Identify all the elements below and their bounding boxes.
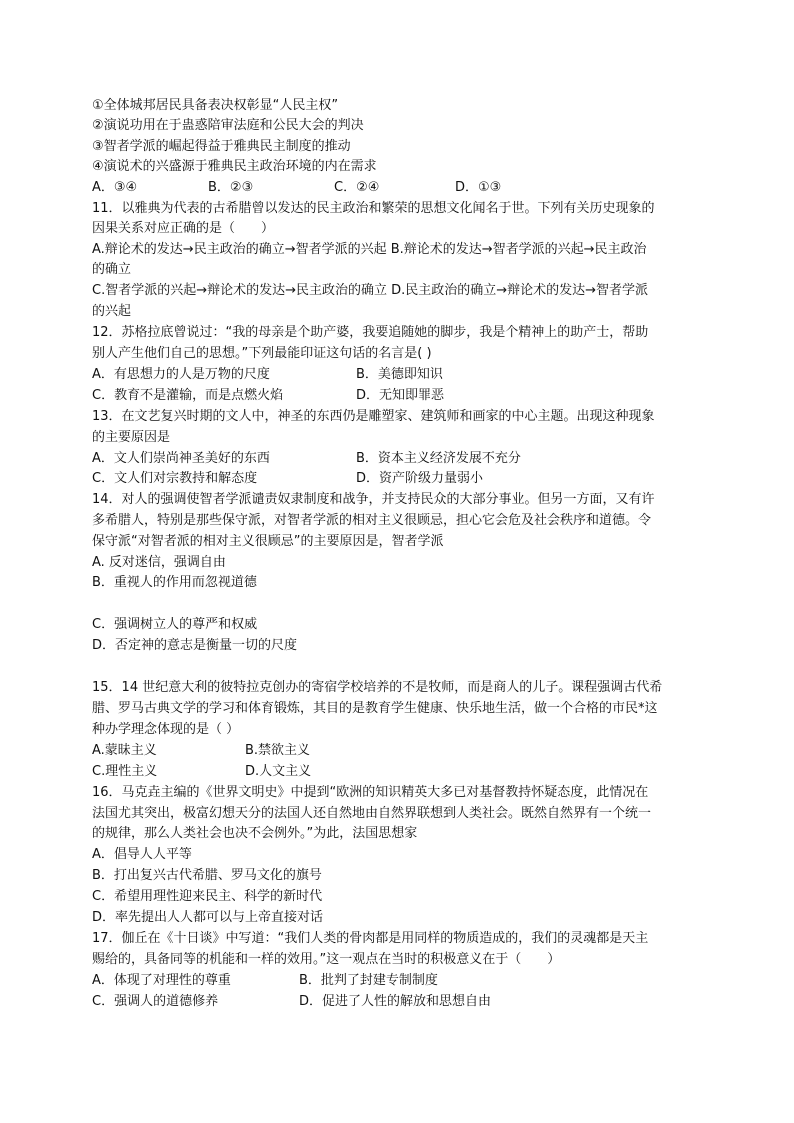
q14-stem: 14．对人的强调使智者学派谴责奴隶制度和战争，并支持民众的大部分事业。但另一方面，又有许 (92, 492, 655, 507)
q14-option-a: A. 反对迷信，强调自由 (92, 555, 226, 570)
q11-option: C.智者学派的兴起→辩论术的发达→民主政治的确立 D.民主政治的确立→辩论术的发达→智者学派 (92, 283, 649, 298)
q11-stem: 因果关系对应正确的是（ ） (92, 221, 275, 236)
q12-option-c: C．教育不是灌输，而是点燃火焰 (92, 388, 284, 403)
prev-option-a: A．③④ (92, 180, 138, 195)
q14-option-c: C．强调树立人的尊严和权威 (92, 617, 258, 632)
q13-stem: 13．在文艺复兴时期的文人中，神圣的东西仍是雕塑家、建筑师和画家的中心主题。出现这种现象 (92, 409, 655, 424)
q16-stem: 16．马克垚主编的《世界文明史》中提到“欧洲的知识精英大多已对基督教持怀疑态度，此情况在 (92, 785, 649, 800)
prev-item: ①全体城邦居民具备表决权彰显“人民主权” (92, 98, 339, 113)
q15-stem: 15．14 世纪意大利的彼特拉克创办的寄宿学校培养的不是牧师，而是商人的儿子。课程强调古代希 (92, 680, 663, 695)
q15-option-a: A.蒙昧主义 (92, 743, 157, 758)
q15-stem: 腊、罗马古典文学的学习和体育锻炼，其目的是教育学生健康、快乐地生活，做一个合格的市民*这 (92, 701, 658, 716)
q12-option-a: A．有思想力的人是万物的尺度 (92, 367, 270, 382)
q13-stem: 的主要原因是 (92, 430, 171, 445)
q11-option: A.辩论术的发达→民主政治的确立→智者学派的兴起 B.辩论术的发达→智者学派的兴起→民主政治 (92, 242, 647, 257)
q12-option-d: D．无知即罪恶 (356, 388, 445, 403)
q16-option-c: C．希望用理性迎来民主、科学的新时代 (92, 889, 323, 904)
q15-stem: 种办学理念体现的是（ ） (92, 722, 240, 737)
prev-item: ④演说术的兴盛源于雅典民主政治环境的内在需求 (92, 159, 377, 174)
q14-option-b: B．重视人的作用而忽视道德 (92, 575, 257, 590)
q13-option-b: B．资本主义经济发展不充分 (356, 451, 521, 466)
q11-option: 的确立 (92, 262, 132, 277)
q14-option-d: D．否定神的意志是衡量一切的尺度 (92, 638, 298, 653)
q15-option-c: C.理性主义 (92, 764, 158, 779)
q14-stem: 保守派“对智者派的相对主义很顾忌”的主要原因是，智者学派 (92, 534, 444, 549)
q11-stem: 11．以雅典为代表的古希腊曾以发达的民主政治和繁荣的思想文化闻名于世。下列有关历史现象的 (92, 201, 655, 216)
q11-option: 的兴起 (92, 304, 132, 319)
q16-option-d: D．率先提出人人都可以与上帝直接对话 (92, 910, 324, 925)
q12-stem: 别人产生他们自己的思想。”下列最能印证这句话的名言是( ) (92, 346, 432, 361)
prev-item: ②演说功用在于蛊惑陪审法庭和公民大会的判决 (92, 118, 364, 133)
q17-option-d: D．促进了人性的解放和思想自由 (299, 994, 492, 1009)
prev-option-b: B．②③ (208, 180, 254, 195)
q12-option-b: B．美德即知识 (356, 367, 443, 382)
q17-option-c: C．强调人的道德修养 (92, 994, 219, 1009)
q16-option-a: A．倡导人人平等 (92, 847, 192, 862)
q13-option-c: C．文人们对宗教持和解态度 (92, 471, 258, 486)
q16-stem: 的规律，那么人类社会也决不会例外。”为此，法国思想家 (92, 826, 418, 841)
q16-stem: 法国尤其突出，极富幻想天分的法国人还自然地由自然界联想到人类社会。既然自然界有一个统一 (92, 806, 652, 821)
q16-option-b: B．打出复兴古代希腊、罗马文化的旗号 (92, 868, 322, 883)
q13-option-d: D．资产阶级力量弱小 (356, 471, 484, 486)
q17-option-b: B．批判了封建专制制度 (299, 973, 438, 988)
q14-stem: 多希腊人，特别是那些保守派，对智者学派的相对主义很顾忌，担心它会危及社会秩序和道德。令 (92, 513, 652, 528)
q17-option-a: A．体现了对理性的尊重 (92, 973, 231, 988)
q13-option-a: A．文人们崇尚神圣美好的东西 (92, 451, 270, 466)
prev-option-d: D．①③ (455, 180, 502, 195)
q17-stem: 17．伽丘在《十日谈》中写道：“我们人类的骨肉都是用同样的物质造成的，我们的灵魂都是天主 (92, 931, 649, 946)
prev-item: ③智者学派的崛起得益于雅典民主制度的推动 (92, 139, 351, 154)
q15-option-b: B.禁欲主义 (245, 743, 311, 758)
prev-option-c: C．②④ (334, 180, 380, 195)
q15-option-d: D.人文主义 (245, 764, 312, 779)
q17-stem: 赐给的，具备同等的机能和一样的效用。”这一观点在当时的积极意义在于（ ） (92, 952, 561, 967)
q12-stem: 12．苏格拉底曾说过：“我的母亲是个助产婆，我要追随她的脚步，我是个精神上的助产士，帮助 (92, 325, 649, 340)
